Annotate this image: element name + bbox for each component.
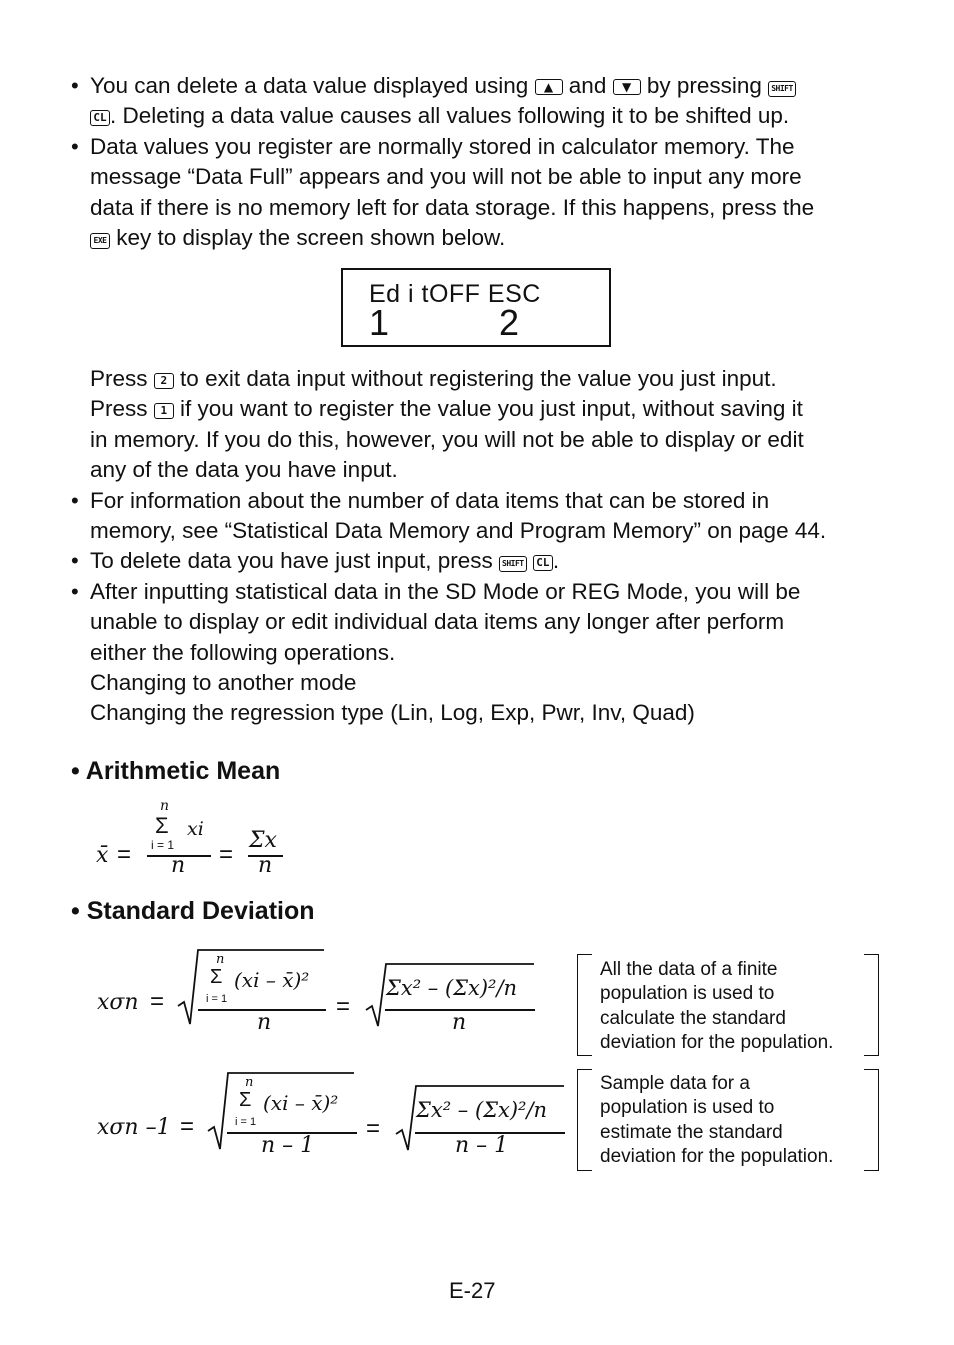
bullet: • bbox=[71, 548, 79, 573]
note-bracket-left bbox=[577, 1069, 592, 1171]
x-sigma-n-minus-1: xσn –1 bbox=[97, 1115, 171, 1140]
page-number: E-27 bbox=[449, 1278, 496, 1303]
up-arrow-key-icon: ▲ bbox=[535, 79, 563, 95]
equals: = bbox=[336, 993, 351, 1020]
sigma: Σ bbox=[239, 1089, 252, 1111]
sum-upper-n: n bbox=[245, 1075, 254, 1090]
text-line: data if there is no memory left for data storage. If this happens, press the bbox=[90, 195, 815, 220]
exe-key-icon: EXE bbox=[90, 233, 110, 249]
text-line: unable to display or edit individual data items any longer after perform bbox=[90, 609, 785, 634]
text-line: CL . Deleting a data value causes all values following it to be shifted up. bbox=[90, 101, 789, 131]
sum-lower-index: i = 1 bbox=[235, 1116, 257, 1128]
key-1-icon: 1 bbox=[154, 403, 174, 419]
denominator-n-minus-1: n – 1 bbox=[455, 1133, 509, 1158]
sigma: Σ bbox=[210, 966, 223, 988]
text-line: You can delete a data value displayed using ▲ and ▼ by pressing SHIFT bbox=[90, 71, 796, 101]
lcd-option-1: 1 bbox=[369, 302, 390, 343]
shift-key-icon: SHIFT bbox=[499, 556, 527, 572]
equals: = bbox=[219, 841, 234, 868]
denominator-n: n bbox=[257, 1010, 272, 1035]
shift-key-icon: SHIFT bbox=[768, 81, 796, 97]
denominator-n-minus-1: n – 1 bbox=[261, 1133, 315, 1158]
bullet: • bbox=[71, 488, 79, 513]
text-line: message “Data Full” appears and you will not be able to input any more bbox=[90, 164, 802, 189]
bullet: • bbox=[71, 134, 79, 159]
equals: = bbox=[366, 1115, 381, 1142]
cl-key-icon: CL bbox=[533, 555, 553, 571]
down-arrow-key-icon: ▼ bbox=[613, 79, 641, 95]
sum-lower-index: i = 1 bbox=[206, 993, 228, 1005]
text-line: Press 2 to exit data input without registering the value you just input. bbox=[90, 366, 777, 391]
cl-key-icon: CL bbox=[90, 110, 110, 126]
heading-arithmetic-mean: • Arithmetic Mean bbox=[71, 757, 281, 785]
text-line: To delete data you have just input, press SHIFT CL . bbox=[90, 548, 560, 573]
denominator-n: n bbox=[258, 853, 273, 878]
text-line: After inputting statistical data in the SD Mode or REG Mode, you will be bbox=[90, 579, 801, 604]
text-line: For information about the number of data items that can be stored in bbox=[90, 488, 770, 513]
equals: = bbox=[180, 1113, 195, 1140]
sum-x: Σx bbox=[249, 828, 277, 853]
text-line: Changing the regression type (Lin, Log, Exp, Pwr, Inv, Quad) bbox=[90, 700, 695, 725]
xbar: x̄ bbox=[96, 843, 109, 868]
text-line: any of the data you have input. bbox=[90, 457, 398, 482]
denominator-n: n bbox=[171, 853, 186, 878]
note-bracket-left bbox=[577, 954, 592, 1056]
squared-deviation: (xi – x̄)² bbox=[234, 968, 310, 992]
equals: = bbox=[117, 841, 132, 868]
key-2-icon: 2 bbox=[154, 373, 174, 389]
text-line: in memory. If you do this, however, you will not be able to display or edit bbox=[90, 427, 804, 452]
lcd-display bbox=[341, 268, 611, 347]
note-population: All the data of a finite population is used to calculate the standard deviation for the population. bbox=[600, 959, 834, 1053]
bullet: • bbox=[71, 579, 79, 604]
text-line: either the following operations. bbox=[90, 640, 396, 665]
lcd-row1: Ed i tOFF ESC bbox=[369, 280, 541, 308]
text-line: Changing to another mode bbox=[90, 670, 357, 695]
text-line: memory, see “Statistical Data Memory and Program Memory” on page 44. bbox=[90, 518, 827, 543]
sum-x2-term: Σx² – (Σx)²/n bbox=[386, 976, 518, 1000]
sum-lower-index: i = 1 bbox=[151, 838, 175, 852]
sigma: Σ bbox=[155, 813, 169, 838]
sum-upper-n: n bbox=[160, 798, 170, 814]
x-sigma-n: xσn bbox=[97, 990, 139, 1015]
equals: = bbox=[150, 988, 165, 1015]
text-line: Press 1 if you want to register the value you just input, without saving it bbox=[90, 396, 803, 421]
sum-upper-n: n bbox=[216, 952, 225, 967]
denominator-n: n bbox=[452, 1010, 467, 1035]
xi: xi bbox=[187, 818, 204, 840]
heading-standard-deviation: • Standard Deviation bbox=[71, 897, 315, 925]
text-line: Data values you register are normally stored in calculator memory. The bbox=[90, 134, 795, 159]
note-sample: Sample data for a population is used to estimate the standard deviation for the population. bbox=[600, 1073, 834, 1167]
note-bracket-right bbox=[864, 954, 879, 1056]
note-bracket-right bbox=[864, 1069, 879, 1171]
sum-x2-term: Σx² – (Σx)²/n bbox=[416, 1098, 548, 1122]
text-line: EXE key to display the screen shown below. bbox=[90, 223, 505, 253]
bullet: • bbox=[71, 73, 79, 98]
squared-deviation: (xi – x̄)² bbox=[263, 1091, 339, 1115]
lcd-option-2: 2 bbox=[499, 302, 520, 343]
